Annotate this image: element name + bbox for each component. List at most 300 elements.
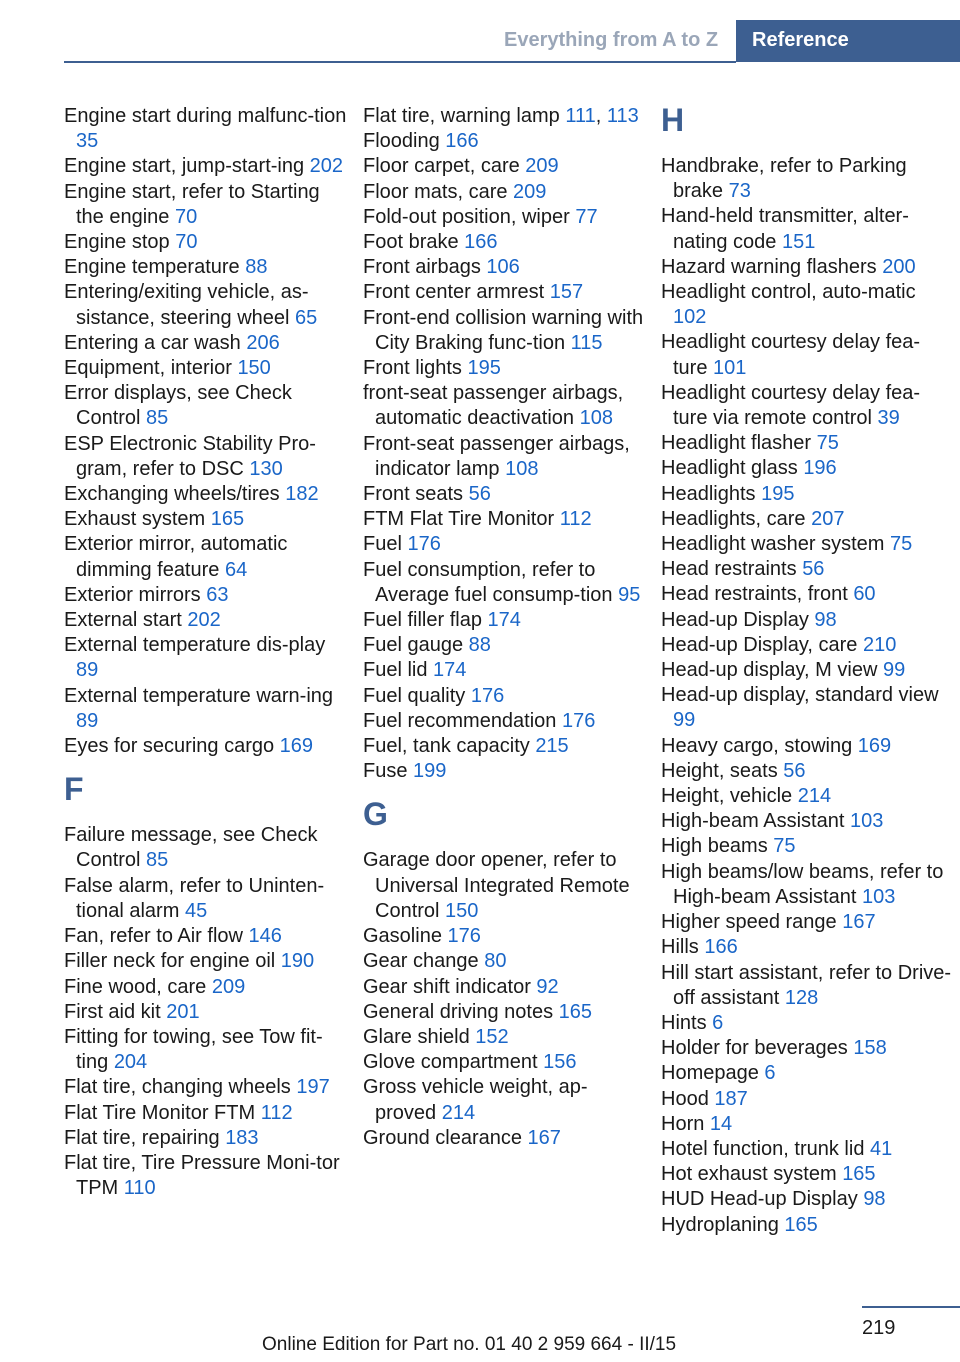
index-entry: [661, 1087, 953, 1112]
index-term: Head restraints: [661, 558, 797, 581]
index-entry: [661, 280, 953, 330]
page-link[interactable]: 209: [525, 155, 559, 178]
page-link[interactable]: 70: [174, 205, 198, 228]
index-entry: [661, 255, 953, 280]
index-entry: [64, 583, 349, 608]
section-title: Everything from A to Z: [504, 29, 719, 51]
page-link[interactable]: 45: [184, 899, 208, 922]
page-link[interactable]: 110: [123, 1177, 156, 1200]
index-term: Headlight washer system: [661, 533, 885, 556]
index-entry: [661, 961, 953, 1011]
index-term: Hills: [661, 936, 699, 959]
index-term: High beams/low beams, refer to High-beam Assistant: [661, 860, 944, 908]
index-term: Height, seats: [661, 759, 778, 782]
page-link[interactable]: 176: [470, 684, 505, 707]
index-term: Holder for beverages: [661, 1037, 848, 1060]
index-entry: [661, 1036, 953, 1061]
page-link[interactable]: 152: [475, 1025, 509, 1048]
index-term: Engine start during malfunc-tion: [64, 105, 347, 127]
page-link[interactable]: 167: [842, 911, 876, 934]
index-entry: [661, 582, 953, 607]
page-link[interactable]: 99: [673, 709, 696, 732]
index-term: Front center armrest: [363, 281, 545, 304]
index-term: High beams: [661, 835, 768, 858]
index-term: Hints: [661, 1011, 707, 1034]
index-term: FTM Flat Tire Monitor: [363, 508, 555, 531]
page-link[interactable]: 199: [413, 760, 447, 783]
page-link[interactable]: 112: [260, 1101, 293, 1124]
index-entry: [661, 784, 953, 809]
index-entry: [363, 924, 648, 949]
page-link[interactable]: 99: [882, 659, 906, 682]
index-term: Engine stop: [64, 231, 170, 254]
page-link[interactable]: 158: [853, 1037, 887, 1060]
index-entry: [661, 658, 953, 683]
index-entry: [64, 823, 349, 873]
index-entry: [661, 1061, 953, 1086]
index-entry: [661, 734, 953, 759]
index-entry: [661, 1011, 953, 1036]
page-link[interactable]: 70: [175, 231, 198, 254]
index-entry: [661, 608, 953, 633]
index-term: Gross vehicle weight, ap-proved: [363, 1076, 588, 1124]
page-link[interactable]: 166: [704, 936, 738, 959]
page-link[interactable]: 103: [861, 885, 896, 908]
index-term: Higher speed range: [661, 911, 837, 934]
index-term: Flat Tire Monitor FTM: [64, 1101, 256, 1124]
page-number: 219: [862, 1317, 896, 1339]
page-link[interactable]: 14: [709, 1112, 733, 1135]
page-link[interactable]: 6: [764, 1062, 776, 1085]
page-link[interactable]: 195: [761, 482, 795, 505]
index-term: Fitting for towing, see Tow fit-ting: [64, 1025, 323, 1074]
index-entry: [661, 1213, 953, 1238]
index-entry: [363, 482, 648, 507]
index-term: Headlight courtesy delay fea-ture via remote control: [661, 381, 921, 430]
index-entry: [363, 154, 648, 179]
index-term: Glare shield: [363, 1025, 470, 1048]
index-term: High-beam Assistant: [661, 810, 845, 833]
index-entry: [64, 684, 349, 734]
page-link[interactable]: 201: [166, 1000, 200, 1023]
page-link[interactable]: 176: [447, 925, 481, 948]
page-link[interactable]: 209: [211, 975, 246, 998]
index-entry: [661, 204, 953, 254]
index-term: Head-up Display: [661, 608, 809, 631]
index-term: Engine start, jump-start-ing: [64, 155, 305, 178]
page-link[interactable]: 106: [486, 256, 520, 279]
page-link[interactable]: 130: [249, 457, 283, 480]
page-link[interactable]: 176: [562, 709, 596, 732]
index-entry: [363, 1025, 648, 1050]
index-entry: [363, 633, 648, 658]
page-link[interactable]: 85: [146, 849, 169, 872]
index-term: Hill start assistant, refer to Drive-off assistant: [661, 961, 952, 1009]
index-term: Headlights, care: [661, 507, 806, 530]
index-term: Fuel: [363, 533, 402, 556]
index-term: Entering/exiting vehicle, as-sistance, steering wheel: [64, 281, 309, 329]
index-entry: [64, 356, 349, 381]
page-link[interactable]: 202: [187, 609, 221, 632]
index-column-1: [64, 104, 349, 1201]
index-entry: [661, 154, 953, 204]
index-entry: [64, 1025, 349, 1075]
index-entry: [661, 381, 953, 431]
index-term: First aid kit: [64, 1000, 161, 1023]
index-entry: [64, 180, 349, 230]
index-column-2: [363, 104, 648, 1151]
index-term: Flat tire, warning lamp: [363, 105, 560, 127]
page-link[interactable]: 102: [673, 306, 707, 329]
page-link[interactable]: 206: [246, 331, 280, 354]
page-link[interactable]: 215: [535, 735, 569, 758]
page-link[interactable]: 101: [713, 356, 747, 379]
page-link[interactable]: 165: [784, 1213, 818, 1236]
index-term: Homepage: [661, 1062, 759, 1085]
page-link[interactable]: 157: [549, 281, 584, 304]
page-link[interactable]: 89: [76, 659, 99, 682]
index-entry: [64, 1075, 349, 1100]
page-link[interactable]: 39: [877, 407, 900, 430]
page-link[interactable]: 60: [853, 583, 876, 606]
index-column-3: [661, 104, 953, 1238]
page-link[interactable]: 98: [814, 608, 837, 631]
index-entry: [661, 1112, 953, 1137]
page-link[interactable]: 214: [441, 1101, 476, 1124]
page-link[interactable]: 165: [558, 1000, 593, 1023]
page-link[interactable]: 41: [870, 1137, 893, 1160]
index-entry: [661, 330, 953, 380]
index-entry: [661, 809, 953, 834]
index-term: Fan, refer to Air flow: [64, 925, 243, 948]
page-link[interactable]: 73: [728, 180, 751, 203]
index-entry: [363, 709, 648, 734]
index-entry: [363, 684, 648, 709]
index-term: Flat tire, changing wheels: [64, 1076, 291, 1099]
page-link[interactable]: 196: [803, 457, 837, 480]
index-entry: [363, 1000, 648, 1025]
page-link[interactable]: 204: [113, 1051, 148, 1074]
index-term: Front lights: [363, 357, 462, 380]
index-entry: [661, 759, 953, 784]
index-term: Exchanging wheels/tires: [64, 483, 280, 506]
index-entry: [64, 255, 349, 280]
index-term: Fuse: [363, 760, 408, 783]
index-term: Fold-out position, wiper: [363, 205, 570, 228]
index-term: Hydroplaning: [661, 1213, 779, 1236]
index-entry: [661, 507, 953, 532]
index-term: Failure message, see Check Control: [64, 824, 318, 872]
index-entry: [64, 507, 349, 532]
page-link[interactable]: 75: [816, 432, 839, 455]
index-entry: [661, 633, 953, 658]
page-link[interactable]: 6: [712, 1011, 724, 1034]
page-link[interactable]: 103: [849, 810, 884, 833]
index-entry: [363, 658, 648, 683]
index-entry: [661, 456, 953, 481]
index-entry: [64, 1101, 349, 1126]
index-term: Flat tire, repairing: [64, 1126, 220, 1149]
index-entry: [363, 949, 648, 974]
index-entry: [363, 306, 648, 356]
page-link[interactable]: 113: [606, 105, 639, 127]
index-entry: [363, 280, 648, 305]
index-entry: [363, 381, 648, 431]
index-entry: [363, 432, 648, 482]
page-link[interactable]: 56: [468, 483, 491, 506]
index-entry: [661, 532, 953, 557]
index-term: Flat tire, Tire Pressure Moni-tor TPM: [64, 1151, 340, 1200]
reference-tab-label: Reference: [752, 29, 849, 51]
page-link[interactable]: 108: [579, 407, 613, 430]
index-entry: [64, 734, 349, 759]
section-letter: H: [661, 102, 685, 138]
page-link[interactable]: 150: [237, 357, 271, 380]
index-entry: [661, 1187, 953, 1212]
index-entry: [64, 874, 349, 924]
index-entry: [661, 683, 953, 733]
index-entry: [64, 1151, 349, 1201]
index-entry: [363, 734, 648, 759]
index-entry: [363, 608, 648, 633]
edition-note: Online Edition for Part no. 01 40 2 959 664 - II/15: [262, 1334, 677, 1355]
index-entry: [363, 1050, 648, 1075]
index-term: Filler neck for engine oil: [64, 950, 276, 973]
index-term: Engine temperature: [64, 256, 240, 279]
index-term: Front airbags: [363, 256, 481, 279]
page-link[interactable]: 151: [781, 230, 816, 253]
index-entry: [64, 975, 349, 1000]
index-entry: [661, 1162, 953, 1187]
index-entry: [363, 1126, 648, 1151]
page-link[interactable]: 169: [857, 734, 892, 757]
index-entry: [363, 180, 648, 205]
page-link[interactable]: 214: [797, 785, 832, 808]
index-term: Floor carpet, care: [363, 155, 520, 178]
index-entry: [363, 356, 648, 381]
index-entry: [64, 1126, 349, 1151]
index-term: front-seat passenger airbags, automatic deactivation: [363, 382, 624, 430]
index-entry: [363, 507, 648, 532]
page-link[interactable]: 210: [862, 633, 897, 656]
index-term: Headlight glass: [661, 457, 798, 480]
index-entry: [363, 1075, 648, 1125]
index-term: Gear shift indicator: [363, 975, 531, 998]
page-link[interactable]: 207: [811, 507, 845, 530]
index-entry: [64, 633, 349, 683]
index-term: Exhaust system: [64, 508, 206, 531]
index-entry: [661, 557, 953, 582]
index-term: Gasoline: [363, 925, 442, 948]
index-term: Head-up display, M view: [661, 659, 878, 682]
index-term: Hotel function, trunk lid: [661, 1137, 865, 1160]
header-rule: [64, 61, 736, 63]
index-term: Hood: [661, 1087, 709, 1110]
index-entry: [363, 558, 648, 608]
page-link[interactable]: 183: [225, 1126, 259, 1149]
index-entry: [64, 1000, 349, 1025]
index-term: External start: [64, 609, 182, 632]
index-term: Horn: [661, 1112, 705, 1135]
page-link[interactable]: 85: [146, 407, 169, 430]
page-link[interactable]: 174: [487, 609, 521, 632]
index-term: Fuel, tank capacity: [363, 735, 530, 758]
page-link[interactable]: 63: [206, 583, 229, 606]
page-link[interactable]: 169: [279, 735, 314, 758]
index-entry: [363, 759, 648, 784]
page-link[interactable]: 75: [773, 835, 796, 858]
index-entry: [64, 381, 349, 431]
index-term: Hazard warning flashers: [661, 255, 877, 278]
index-term: Gear change: [363, 950, 479, 973]
index-term: Headlight control, auto-matic: [661, 281, 916, 304]
page-link[interactable]: 115: [570, 331, 603, 354]
index-term: Entering a car wash: [64, 331, 241, 354]
index-entry: [363, 975, 648, 1000]
index-term: Head restraints, front: [661, 583, 848, 606]
page-link[interactable]: 95: [618, 583, 641, 606]
index-entry: [64, 532, 349, 582]
index-term: Fuel quality: [363, 684, 466, 707]
index-term: Exterior mirror, automatic dimming feature: [64, 533, 288, 581]
index-term: False alarm, refer to Uninten-tional alarm: [64, 874, 325, 922]
index-entry: [64, 608, 349, 633]
index-entry: [64, 482, 349, 507]
page-header: [0, 0, 960, 62]
index-entry: [64, 331, 349, 356]
section-letter: F: [64, 771, 84, 808]
index-entry: [363, 205, 648, 230]
index-term: General driving notes: [363, 1000, 554, 1023]
index-term: Fuel gauge: [363, 634, 464, 657]
index-entry: [661, 431, 953, 456]
page-link[interactable]: 128: [784, 986, 819, 1009]
index-term: Glove compartment: [363, 1051, 538, 1074]
page-link[interactable]: 112: [559, 508, 592, 531]
index-term: Heavy cargo, stowing: [661, 734, 853, 757]
page-link[interactable]: 197: [296, 1076, 330, 1099]
index-term: Hand-held transmitter, alter-nating code: [661, 205, 909, 253]
index-entry: [661, 834, 953, 859]
page-link[interactable]: 166: [445, 130, 479, 153]
footer-rule: [862, 1306, 960, 1308]
index-term: ESP Electronic Stability Pro-gram, refer to DSC: [64, 432, 316, 480]
page-link[interactable]: 209: [513, 180, 547, 203]
index-entry: [661, 1137, 953, 1162]
index-term: Hot exhaust system: [661, 1163, 837, 1186]
index-entry: [64, 280, 349, 330]
index-entry: [363, 532, 648, 557]
page-link[interactable]: 98: [863, 1188, 886, 1211]
page-link[interactable]: 92: [536, 975, 559, 998]
page-link[interactable]: 80: [484, 950, 507, 973]
index-entry: [64, 230, 349, 255]
page-link[interactable]: 88: [468, 634, 491, 657]
index-term: Exterior mirrors: [64, 583, 201, 606]
index-term: Ground clearance: [363, 1126, 522, 1149]
page-link[interactable]: 64: [224, 558, 248, 581]
page-link[interactable]: 156: [543, 1051, 577, 1074]
index-term: Head-up Display, care: [661, 633, 858, 656]
index-entry: [363, 848, 648, 924]
index-term: Fine wood, care: [64, 975, 207, 998]
index-entry: [64, 949, 349, 974]
index-term: Foot brake: [363, 231, 459, 254]
page-link[interactable]: 146: [248, 925, 282, 948]
index-term: Garage door opener, refer to Universal Integrated Remote Control: [363, 849, 630, 922]
page-link[interactable]: 165: [842, 1163, 876, 1186]
index-term: Fuel recommendation: [363, 709, 557, 732]
index-term: Headlight flasher: [661, 432, 812, 455]
index-entry: [64, 104, 349, 154]
index-term: Fuel lid: [363, 659, 428, 682]
page-link[interactable]: 56: [802, 558, 825, 581]
index-entry: [363, 255, 648, 280]
page-link[interactable]: 176: [407, 533, 441, 556]
index-term: Equipment, interior: [64, 357, 232, 380]
page-link[interactable]: 111: [565, 105, 596, 127]
index-entry: [64, 924, 349, 949]
page-link[interactable]: 89: [76, 709, 99, 732]
index-term: External temperature dis-play: [64, 634, 326, 657]
index-term: Front-end collision warning with City Braking func-tion: [363, 306, 644, 354]
page-link[interactable]: 182: [285, 483, 319, 506]
index-entry: [661, 860, 953, 910]
page-link[interactable]: 108: [505, 457, 539, 480]
page-link[interactable]: 187: [714, 1087, 748, 1110]
index-term: Engine start, refer to Starting the engine: [64, 180, 320, 228]
index-entry: [363, 129, 648, 154]
page-link[interactable]: 88: [245, 256, 268, 279]
page-link[interactable]: 165: [210, 508, 245, 531]
index-term: Height, vehicle: [661, 785, 793, 808]
index-entry: [64, 154, 349, 179]
page-link[interactable]: 195: [467, 357, 501, 380]
index-entry: [661, 935, 953, 960]
index-term: Headlight courtesy delay fea-ture: [661, 331, 921, 379]
page-link[interactable]: 202: [309, 155, 344, 178]
index-term: Fuel filler flap: [363, 609, 482, 632]
index-entry: [363, 230, 648, 255]
page-link[interactable]: 166: [464, 231, 498, 254]
index-term: Head-up display, standard view: [661, 684, 939, 707]
page-link[interactable]: 200: [882, 255, 916, 278]
index-term: Headlights: [661, 482, 756, 505]
index-term: Handbrake, refer to Parking brake: [661, 155, 907, 203]
page-link[interactable]: 56: [783, 759, 806, 782]
index-entry: [64, 432, 349, 482]
index-entry: Flat tire, warning lamp 111, 113: [363, 105, 639, 127]
index-term: HUD Head-up Display: [661, 1188, 858, 1211]
index-term: Error displays, see Check Control: [64, 382, 292, 430]
reference-tab: [736, 20, 960, 62]
page-link[interactable]: 35: [76, 130, 99, 153]
section-letter: G: [363, 796, 388, 833]
index-term: Front seats: [363, 483, 464, 506]
page-link[interactable]: 65: [295, 306, 318, 329]
page-link[interactable]: 150: [445, 899, 479, 922]
index-term: External temperature warn-ing: [64, 684, 334, 707]
page-link[interactable]: 190: [280, 950, 315, 973]
index-term: Flooding: [363, 130, 440, 153]
index-entry: [661, 482, 953, 507]
index-term: Fuel consumption, refer to Average fuel consump-tion: [363, 558, 613, 606]
page-link[interactable]: 77: [575, 205, 598, 228]
page-link[interactable]: 174: [433, 659, 467, 682]
page-link[interactable]: 167: [527, 1126, 561, 1149]
index-term: Floor mats, care: [363, 180, 508, 203]
page-link[interactable]: 75: [890, 533, 913, 556]
